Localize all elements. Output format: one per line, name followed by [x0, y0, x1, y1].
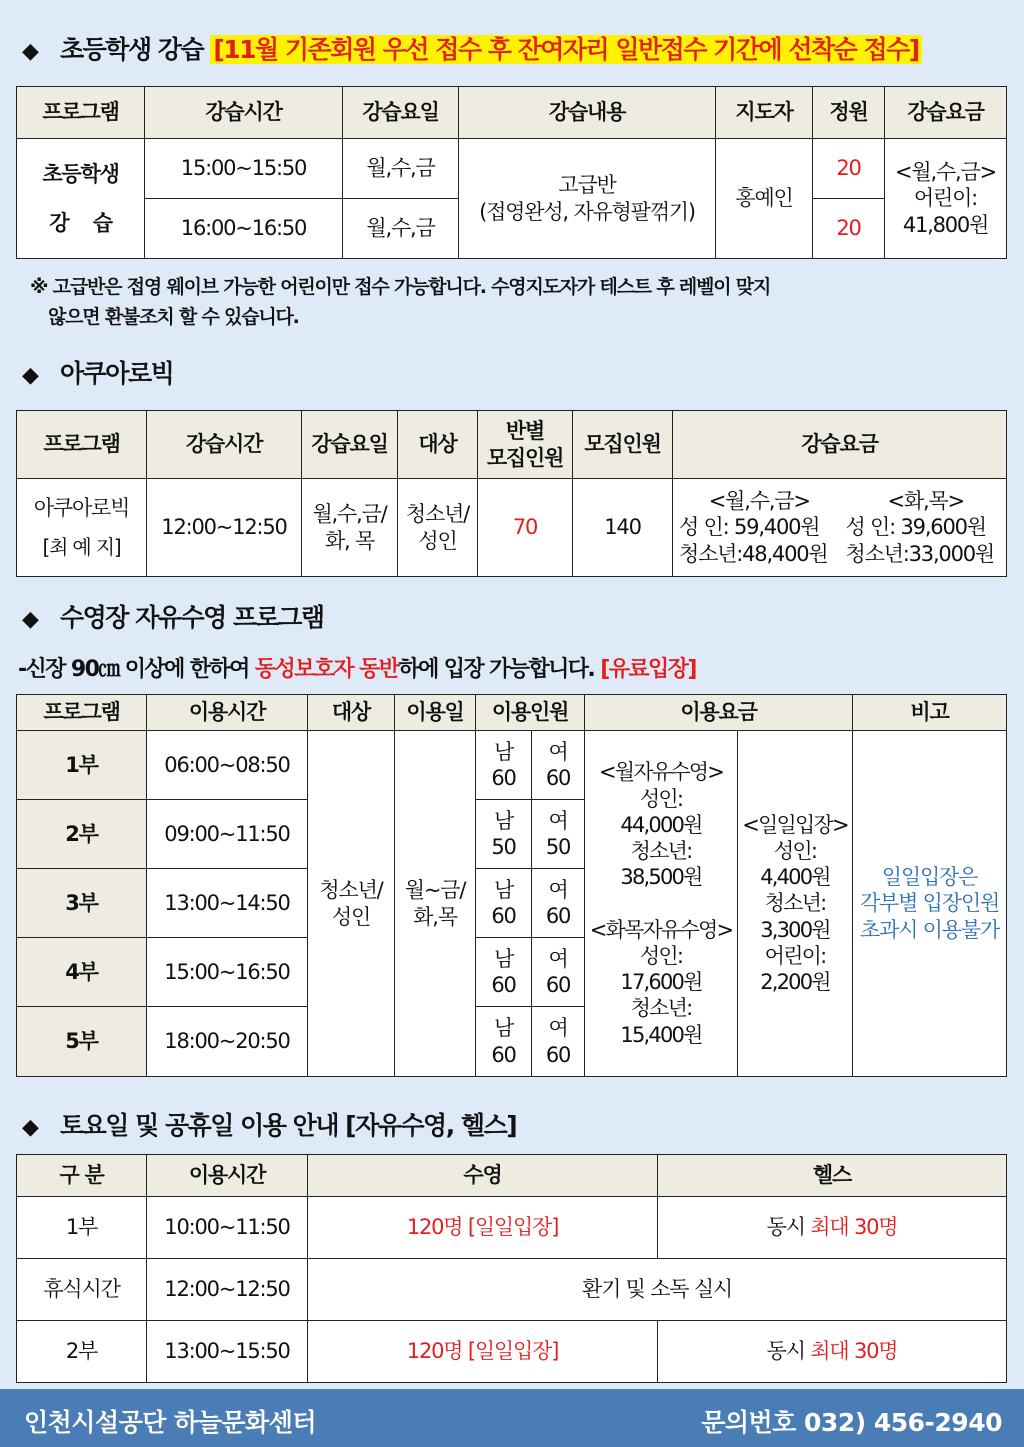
header-instructor: 지도자	[716, 87, 813, 139]
session-name: 1부	[17, 1197, 147, 1259]
lesson-time: 16:00~16:50	[145, 199, 343, 259]
lesson-fee: <월,수,금> 어린이: 41,800원	[885, 139, 1007, 259]
aquarobic-fee: <월,수,금> 성 인: 59,400원 청소년:48,400원 <화,목> 성 인: 39,600원 청소년:33,000원	[673, 479, 1007, 577]
diamond-icon: ◆	[22, 363, 38, 388]
session-name: 4부	[17, 938, 147, 1007]
diamond-icon: ◆	[22, 39, 38, 64]
table-row	[17, 479, 1007, 577]
header-target: 대상	[308, 695, 395, 731]
diamond-icon: ◆	[22, 1115, 38, 1140]
registration-highlight: [11월 기존회원 우선 접수 후 잔여자리 일반접수 기간에 선착순 접수]	[210, 35, 921, 64]
section-title-weekend: ◆ 토요일 및 공휴일 이용 안내 [자유수영, 헬스]	[22, 1111, 517, 1140]
target: 청소년/ 성인	[308, 731, 395, 1077]
footer	[0, 1389, 1024, 1447]
male-count: 남 50	[476, 800, 532, 869]
male-count: 남 60	[476, 869, 532, 938]
header-fee: 강습요금	[673, 411, 1007, 479]
class-days: 월,수,금/ 화, 목	[302, 479, 398, 577]
header-remark: 비고	[853, 695, 1007, 731]
male-count: 남 60	[476, 938, 532, 1007]
header-fee: 이용요금	[585, 695, 853, 731]
section-title-free-swim: ◆ 수영장 자유수영 프로그램	[22, 603, 324, 632]
session-time: 06:00~08:50	[147, 731, 308, 800]
organization-name: 인천시설공단 하늘문화센터	[24, 1408, 317, 1437]
header-gym: 헬스	[658, 1155, 1007, 1197]
session-time: 13:00~14:50	[147, 869, 308, 938]
session-name: 2부	[17, 1321, 147, 1383]
class-time: 12:00~12:50	[147, 479, 302, 577]
program-cell: 초등학생 강 습	[17, 139, 145, 259]
session-time: 13:00~15:50	[147, 1321, 308, 1383]
header-headcount: 이용인원	[476, 695, 585, 731]
gym-capacity: 동시 최대 30명	[658, 1321, 1007, 1383]
header-time: 강습시간	[147, 411, 302, 479]
male-count: 남 60	[476, 731, 532, 800]
contact-number: 문의번호 032) 456-2940	[701, 1408, 1002, 1437]
female-count: 여 60	[532, 869, 585, 938]
header-program: 프로그램	[17, 411, 147, 479]
per-class-capacity: 70	[478, 479, 573, 577]
daily-fee: <일일입장> 성인: 4,400원 청소년: 3,300원 어린이: 2,200원	[738, 731, 853, 1077]
header-content: 강습내용	[459, 87, 716, 139]
header-program: 프로그램	[17, 87, 145, 139]
female-count: 여 60	[532, 1007, 585, 1077]
section-title-elementary: ◆ 초등학생 강습 [11월 기존회원 우선 접수 후 잔여자리 일반접수 기간에 선착순 접수]	[22, 30, 922, 66]
header-time: 이용시간	[147, 1155, 308, 1197]
female-count: 여 60	[532, 731, 585, 800]
header-swim: 수영	[308, 1155, 658, 1197]
header-program: 프로그램	[17, 695, 147, 731]
table-row	[17, 1197, 1007, 1259]
table-row	[17, 731, 1007, 800]
elementary-lesson-table	[16, 86, 1007, 259]
header-days: 강습요일	[302, 411, 398, 479]
header-capacity: 정원	[813, 87, 885, 139]
lesson-days: 월,수,금	[343, 199, 459, 259]
session-name: 1부	[17, 731, 147, 800]
female-count: 여 60	[532, 938, 585, 1007]
lesson-time: 15:00~15:50	[145, 139, 343, 199]
swim-capacity: 120명 [일일입장]	[308, 1197, 658, 1259]
header-days: 이용일	[395, 695, 476, 731]
session-time: 09:00~11:50	[147, 800, 308, 869]
session-name: 5부	[17, 1007, 147, 1077]
target: 청소년/ 성인	[398, 479, 478, 577]
advanced-class-note: ※ 고급반은 접영 웨이브 가능한 어린이만 접수 가능합니다. 수영지도자가 테스트 후 레벨이 맞지 않으면 환불조치 할 수 있습니다.	[30, 276, 771, 328]
lesson-days: 월,수,금	[343, 139, 459, 199]
female-count: 여 50	[532, 800, 585, 869]
break-note: 환기 및 소독 실시	[308, 1259, 1007, 1321]
header-fee: 강습요금	[885, 87, 1007, 139]
free-swim-table	[16, 694, 1007, 1077]
capacity: 20	[813, 199, 885, 259]
free-swim-notice: -신장 90㎝ 이상에 한하여 동성보호자 동반하에 입장 가능합니다. [유료입장]	[18, 657, 696, 682]
session-time: 12:00~12:50	[147, 1259, 308, 1321]
header-category: 구 분	[17, 1155, 147, 1197]
aquarobic-table	[16, 410, 1007, 577]
weekend-table	[16, 1154, 1007, 1383]
session-time: 10:00~11:50	[147, 1197, 308, 1259]
header-time: 이용시간	[147, 695, 308, 731]
header-target: 대상	[398, 411, 478, 479]
session-time: 15:00~16:50	[147, 938, 308, 1007]
capacity: 20	[813, 139, 885, 199]
instructor: 홍예인	[716, 139, 813, 259]
session-name: 3부	[17, 869, 147, 938]
header-per-class: 반별 모집인원	[478, 411, 573, 479]
table-row	[17, 1259, 1007, 1321]
program-cell: 아쿠아로빅 [최 예 지]	[17, 479, 147, 577]
male-count: 남 60	[476, 1007, 532, 1077]
monthly-fee: <월자유수영> 성인: 44,000원 청소년: 38,500원 <화목자유수영> 성인: 17,600원 청소년: 15,400원	[585, 731, 738, 1077]
table-row	[17, 1321, 1007, 1383]
remark: 일일입장은 각부별 입장인원 초과시 이용불가	[853, 731, 1007, 1077]
header-days: 강습요일	[343, 87, 459, 139]
diamond-icon: ◆	[22, 607, 38, 632]
session-time: 18:00~20:50	[147, 1007, 308, 1077]
session-name: 휴식시간	[17, 1259, 147, 1321]
gym-capacity: 동시 최대 30명	[658, 1197, 1007, 1259]
section-title-aquarobic: ◆ 아쿠아로빅	[22, 359, 174, 388]
swim-capacity: 120명 [일일입장]	[308, 1321, 658, 1383]
lesson-content: 고급반 (접영완성, 자유형팔꺾기)	[459, 139, 716, 259]
session-name: 2부	[17, 800, 147, 869]
total-capacity: 140	[573, 479, 673, 577]
header-time: 강습시간	[145, 87, 343, 139]
usage-days: 월~금/ 화,목	[395, 731, 476, 1077]
header-total: 모집인원	[573, 411, 673, 479]
table-row	[17, 139, 1007, 199]
